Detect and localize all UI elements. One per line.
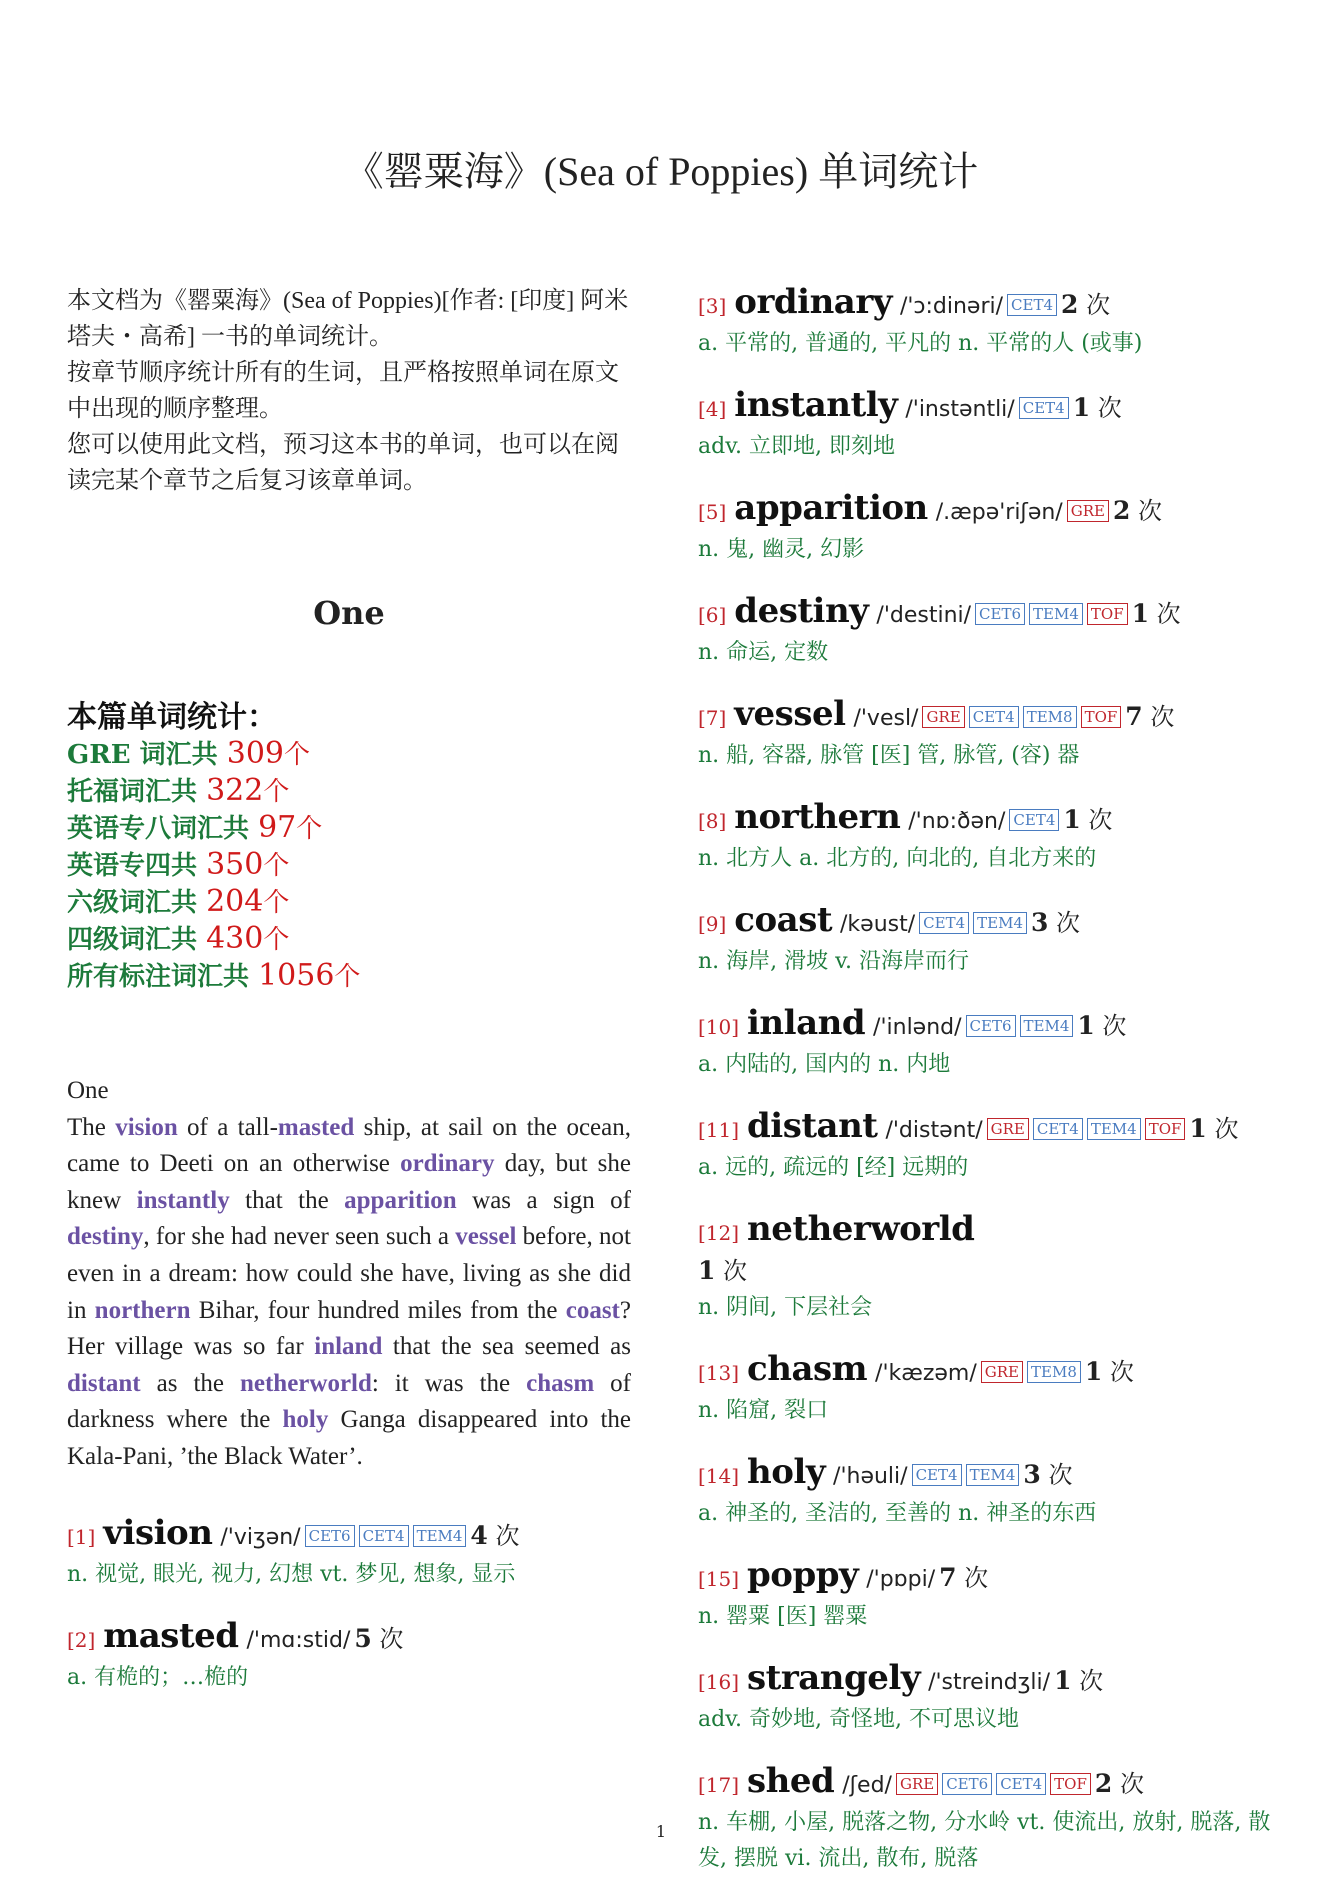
entry-count xyxy=(1125,703,1174,731)
entry-header xyxy=(698,1556,1278,1599)
vocab-entry xyxy=(67,1617,631,1696)
entry-count-number: 2 xyxy=(1094,1769,1113,1798)
entry-phonetic: /'streindʒli/ xyxy=(928,1670,1051,1695)
stats-count: 309 xyxy=(226,736,284,771)
exam-tag: TOF xyxy=(1087,603,1128,625)
exam-tag: TEM4 xyxy=(413,1525,467,1547)
exam-tag: GRE xyxy=(922,706,964,728)
highlighted-word: northern xyxy=(94,1296,191,1324)
entry-count-number: 4 xyxy=(470,1520,488,1550)
entry-count-unit: 次 xyxy=(1150,703,1175,731)
entry-word: strangely xyxy=(747,1658,921,1698)
entry-count-unit: 次 xyxy=(1119,1770,1144,1798)
entry-index: [15] xyxy=(698,1567,740,1591)
stats-unit: 个 xyxy=(334,962,361,992)
exam-tag: CET4 xyxy=(1033,1118,1083,1140)
passage-text xyxy=(67,1110,631,1476)
entry-phonetic: /'inlənd/ xyxy=(873,1015,962,1040)
entry-count-unit: 次 xyxy=(1097,394,1122,422)
exam-tag: TEM4 xyxy=(973,912,1027,934)
exam-tag: TOF xyxy=(1145,1118,1186,1140)
entry-word: destiny xyxy=(734,591,869,631)
entry-count-number: 1 xyxy=(1189,1114,1207,1143)
entry-index: [2] xyxy=(67,1627,96,1652)
entry-count-unit: 次 xyxy=(1048,1461,1073,1489)
passage-segment: Ganga disappeared into the Kala-Pani, ’the Black Water’. xyxy=(67,1406,631,1470)
highlighted-word: holy xyxy=(282,1406,329,1434)
entry-count xyxy=(470,1522,519,1550)
passage-segment: was a sign of xyxy=(456,1186,631,1214)
entry-definition: a. 内陆的, 国内的 n. 内地 xyxy=(698,1052,951,1077)
entry-phonetic: /'destini/ xyxy=(876,603,972,628)
exam-tag: CET4 xyxy=(996,1773,1046,1795)
passage-heading: One xyxy=(67,1077,109,1104)
entry-index: [8] xyxy=(698,809,727,833)
entry-definition: a. 远的, 疏远的 [经] 远期的 xyxy=(698,1155,969,1180)
highlighted-word: apparition xyxy=(344,1186,457,1214)
entry-word: vessel xyxy=(734,694,846,734)
vocab-entry xyxy=(698,1762,1278,1877)
entry-index: [17] xyxy=(698,1773,740,1797)
entry-definition: a. 神圣的, 圣洁的, 至善的 n. 神圣的东西 xyxy=(698,1501,1097,1526)
stats-unit: 个 xyxy=(263,851,290,881)
stats-title: 本篇单词统计： xyxy=(67,700,277,735)
entry-header xyxy=(698,901,1278,944)
intro-line-2: 按章节顺序统计所有的生词，且严格按照单词在原文中出现的顺序整理。 xyxy=(67,360,619,422)
entry-definition: a. 有桅的；…桅的 xyxy=(67,1664,249,1690)
vocab-entry xyxy=(698,1210,1278,1326)
passage-segment: ? Her village was so far xyxy=(67,1296,631,1361)
entry-count-number: 1 xyxy=(1054,1666,1072,1695)
entry-count xyxy=(1095,1770,1144,1798)
stats-row xyxy=(67,810,631,847)
exam-tag: CET4 xyxy=(912,1464,962,1486)
highlighted-word: masted xyxy=(277,1113,355,1141)
chapter-heading: One xyxy=(313,594,385,632)
entry-phonetic: /.æpə'riʃən/ xyxy=(935,500,1063,525)
entry-definition: n. 车棚, 小屋, 脱落之物, 分水岭 vt. 使流出, 放射, 脱落, 散发, 摆脱 vi. 流出, 散布, 脱落 xyxy=(698,1810,1271,1871)
entry-index: [3] xyxy=(698,294,727,318)
entry-word: inland xyxy=(747,1003,866,1043)
exam-tag: TEM4 xyxy=(1087,1118,1141,1140)
entry-definition: n. 命运, 定数 xyxy=(698,640,829,665)
highlighted-word: inland xyxy=(314,1333,383,1361)
entry-header xyxy=(698,1659,1278,1702)
entry-count-unit: 次 xyxy=(1102,1012,1127,1040)
vocab-entry xyxy=(698,1350,1278,1429)
entry-header xyxy=(698,1107,1278,1150)
highlighted-word: chasm xyxy=(526,1369,595,1397)
vocab-entry xyxy=(698,798,1278,877)
entry-definition: adv. 立即地, 即刻地 xyxy=(698,434,895,459)
exam-tag: CET6 xyxy=(305,1525,355,1547)
entry-count xyxy=(354,1625,403,1653)
vocab-entry xyxy=(698,1004,1278,1083)
passage-segment: that the sea seemed as xyxy=(382,1333,631,1361)
entry-word: coast xyxy=(734,900,833,940)
intro-line-3: 您可以使用此文档，预习这本书的单词，也可以在阅读完某个章节之后复习该章单词。 xyxy=(67,432,619,494)
exam-tag: CET4 xyxy=(1019,397,1069,419)
entry-word: ordinary xyxy=(734,282,892,322)
entry-phonetic: /'ɔ:dinəri/ xyxy=(899,294,1004,319)
highlighted-word: vision xyxy=(115,1113,178,1141)
entry-count-unit: 次 xyxy=(495,1521,520,1550)
entry-phonetic: /ʃed/ xyxy=(842,1773,892,1798)
vocab-entry xyxy=(698,489,1278,568)
vocab-entry xyxy=(698,1453,1278,1532)
entry-header xyxy=(67,1514,631,1557)
exam-tag: TEM4 xyxy=(1029,603,1083,625)
passage-segment: The xyxy=(67,1113,116,1141)
entry-header xyxy=(698,592,1278,635)
entry-count-number: 1 xyxy=(1084,1357,1103,1386)
passage-segment: of darkness where the xyxy=(67,1369,632,1434)
passage-segment: as the xyxy=(140,1369,240,1397)
entry-definition: n. 视觉, 眼光, 视力, 幻想 vt. 梦见, 想象, 显示 xyxy=(67,1561,516,1587)
stats-count: 350 xyxy=(206,847,264,882)
stats-row xyxy=(67,736,631,773)
stats-label: 英语专四共 xyxy=(67,851,207,881)
entry-count-number: 1 xyxy=(1131,599,1150,628)
entry-count-unit: 次 xyxy=(964,1564,989,1592)
exam-tag: CET6 xyxy=(966,1015,1016,1037)
entry-definition: n. 海岸, 滑坡 v. 沿海岸而行 xyxy=(698,949,969,974)
exam-tag: GRE xyxy=(981,1361,1023,1383)
entry-count-unit: 次 xyxy=(379,1624,404,1653)
passage-segment: of a tall- xyxy=(177,1113,278,1141)
entry-index: [7] xyxy=(698,706,727,730)
entry-index: [10] xyxy=(698,1015,740,1039)
entry-count-number: 5 xyxy=(354,1623,372,1653)
stats-label: 六级词汇共 xyxy=(67,888,207,918)
entry-index: [16] xyxy=(698,1670,740,1694)
entry-count-unit: 次 xyxy=(1088,806,1113,834)
highlighted-word: netherworld xyxy=(239,1369,372,1397)
entry-word: poppy xyxy=(747,1555,859,1595)
entry-count-line xyxy=(698,1252,1278,1290)
exam-tag: CET4 xyxy=(1009,809,1059,831)
passage-segment: day, but she knew xyxy=(67,1150,632,1214)
vocab-entry xyxy=(698,592,1278,671)
exam-tag: GRE xyxy=(896,1773,938,1795)
entry-count xyxy=(1073,394,1122,422)
intro-line-1: 本文档为《罂粟海》(Sea of Poppies)[作者: [印度] 阿米塔夫・高希] 一书的单词统计。 xyxy=(67,288,629,350)
passage-segment: : it was the xyxy=(371,1369,527,1397)
passage-segment: Bihar, four hundred miles from the xyxy=(190,1296,566,1324)
exam-tag: CET4 xyxy=(1007,294,1057,316)
entry-phonetic: /'viʒən/ xyxy=(220,1524,301,1550)
vocab-entry xyxy=(698,1556,1278,1635)
vocab-entry xyxy=(698,1107,1278,1186)
exam-tag: TEM4 xyxy=(966,1464,1020,1486)
entry-count-unit: 次 xyxy=(1079,1667,1104,1695)
entry-phonetic: /'kæzəm/ xyxy=(875,1361,977,1386)
vocab-entry xyxy=(67,1514,631,1593)
entry-phonetic: /'vesl/ xyxy=(853,706,919,731)
stats-count: 97 xyxy=(258,810,297,845)
entry-count xyxy=(1063,806,1112,834)
entry-header xyxy=(698,386,1278,429)
entry-word: masted xyxy=(103,1615,239,1656)
stats-row xyxy=(67,958,631,995)
entry-count-number: 2 xyxy=(1061,290,1079,319)
entry-count xyxy=(1031,909,1080,937)
chapter-passage xyxy=(67,1073,631,1476)
entry-count-unit: 次 xyxy=(1056,909,1081,937)
exam-tag: CET4 xyxy=(919,912,969,934)
entry-index: [6] xyxy=(698,603,727,627)
entry-header xyxy=(67,1617,631,1660)
stats-label: 英语专八词汇共 xyxy=(67,814,259,844)
entry-phonetic: /'pɒpi/ xyxy=(866,1567,936,1592)
stats-label: 四级词汇共 xyxy=(67,925,207,955)
stats-count: 204 xyxy=(206,884,264,919)
entry-count-number: 2 xyxy=(1112,496,1131,525)
entry-header xyxy=(698,798,1278,841)
entry-count xyxy=(1085,1358,1134,1386)
entry-phonetic: /kəust/ xyxy=(840,912,916,937)
vocab-entry xyxy=(698,386,1278,465)
passage-segment: that the xyxy=(229,1186,345,1214)
entry-header xyxy=(698,695,1278,738)
stats-label: 托福词汇共 xyxy=(67,777,207,807)
highlighted-word: coast xyxy=(565,1296,620,1324)
entry-phonetic: /'mɑ:stid/ xyxy=(246,1627,351,1653)
entry-count xyxy=(939,1564,988,1592)
entry-index: [14] xyxy=(698,1464,740,1488)
exam-tag: CET4 xyxy=(969,706,1019,728)
entry-index: [11] xyxy=(698,1118,740,1142)
exam-tag: GRE xyxy=(987,1118,1029,1140)
entry-count-number: 1 xyxy=(698,1256,716,1285)
entry-index: [12] xyxy=(698,1221,740,1245)
entry-count-number: 1 xyxy=(1063,805,1081,834)
exam-tag: GRE xyxy=(1067,500,1109,522)
entry-count-unit: 次 xyxy=(1214,1115,1239,1143)
entry-phonetic: /'distənt/ xyxy=(885,1118,983,1143)
highlighted-word: instantly xyxy=(136,1186,230,1214)
passage-segment: ship, at sail on the ocean, came to Deeti on an otherwise xyxy=(67,1113,631,1178)
entry-count-number: 7 xyxy=(1125,702,1143,731)
entry-index: [5] xyxy=(698,500,727,524)
exam-tag: TEM8 xyxy=(1027,1361,1081,1383)
stats-count: 322 xyxy=(206,773,264,808)
entry-word: instantly xyxy=(734,385,898,425)
vocab-entry xyxy=(698,695,1278,774)
highlighted-word: ordinary xyxy=(400,1150,495,1178)
entry-count-number: 1 xyxy=(1072,393,1091,422)
stats-row xyxy=(67,884,631,921)
entry-definition: n. 罂粟 [医] 罂粟 xyxy=(698,1604,868,1629)
stats-unit: 个 xyxy=(296,814,323,844)
stats-unit: 个 xyxy=(263,888,290,918)
exam-tag: TOF xyxy=(1050,1773,1091,1795)
entry-index: [1] xyxy=(67,1524,96,1549)
stats-count: 430 xyxy=(206,921,264,956)
entry-header xyxy=(698,1004,1278,1047)
stats-count: 1056 xyxy=(258,958,335,993)
word-list-right xyxy=(698,283,1278,1901)
entry-definition: n. 鬼, 幽灵, 幻影 xyxy=(698,537,865,562)
entry-header xyxy=(698,283,1278,326)
entry-header xyxy=(698,1210,1278,1252)
highlighted-word: vessel xyxy=(455,1223,517,1251)
entry-phonetic: /'həuli/ xyxy=(833,1464,908,1489)
entry-count-number: 3 xyxy=(1023,1460,1041,1489)
entry-word: netherworld xyxy=(747,1209,975,1249)
entry-header xyxy=(698,1762,1278,1805)
entry-count-unit: 次 xyxy=(1109,1358,1134,1386)
entry-phonetic: /'instəntli/ xyxy=(905,397,1015,422)
entry-count xyxy=(1023,1461,1072,1489)
entry-index: [4] xyxy=(698,397,727,421)
entry-count xyxy=(1132,600,1181,628)
passage-segment: , for she had never seen such a xyxy=(143,1223,456,1251)
word-list-left xyxy=(67,1514,631,1696)
exam-tag: TEM8 xyxy=(1023,706,1077,728)
page-number: 1 xyxy=(655,1822,667,1841)
entry-header xyxy=(698,489,1278,532)
stats-unit: 个 xyxy=(284,740,311,770)
stats-row xyxy=(67,921,631,958)
entry-count xyxy=(1189,1115,1238,1143)
stats-label: GRE 词汇共 xyxy=(67,740,227,770)
entry-count-unit: 次 xyxy=(1156,600,1181,628)
entry-word: apparition xyxy=(734,488,928,528)
entry-count xyxy=(1054,1667,1103,1695)
entry-definition: n. 船, 容器, 脉管 [医] 管, 脉管, (容) 器 xyxy=(698,743,1080,768)
exam-tag: TEM4 xyxy=(1020,1015,1074,1037)
highlighted-word: distant xyxy=(67,1369,141,1397)
entry-count xyxy=(698,1257,747,1285)
entry-header xyxy=(698,1453,1278,1496)
entry-word: shed xyxy=(747,1761,835,1801)
entry-index: [13] xyxy=(698,1361,740,1385)
stats-unit: 个 xyxy=(263,777,290,807)
stats-label: 所有标注词汇共 xyxy=(67,962,259,992)
entry-word: holy xyxy=(747,1452,826,1492)
entry-definition: a. 平常的, 普通的, 平凡的 n. 平常的人 (或事) xyxy=(698,331,1143,356)
vocab-entry xyxy=(698,901,1278,980)
vocab-entry xyxy=(698,283,1278,362)
entry-word: vision xyxy=(103,1512,213,1553)
entry-count xyxy=(1077,1012,1126,1040)
entry-header xyxy=(698,1350,1278,1393)
entry-word: distant xyxy=(747,1106,878,1146)
exam-tag: CET4 xyxy=(359,1525,409,1547)
entry-count-unit: 次 xyxy=(723,1257,748,1285)
stats-row xyxy=(67,847,631,884)
entry-definition: n. 陷窟, 裂口 xyxy=(698,1398,829,1423)
highlighted-word: destiny xyxy=(67,1223,144,1251)
vocab-entry xyxy=(698,1659,1278,1738)
passage-segment: before, not even in a dream: how could she have, living as she did in xyxy=(67,1223,631,1324)
document-title: 《罂粟海》(Sea of Poppies) 单词统计 xyxy=(343,149,979,194)
entry-count-number: 1 xyxy=(1077,1011,1095,1040)
entry-definition: n. 阴间, 下层社会 xyxy=(698,1295,873,1320)
entry-count-unit: 次 xyxy=(1086,291,1111,319)
entry-count xyxy=(1061,291,1110,319)
entry-definition: adv. 奇妙地, 奇怪地, 不可思议地 xyxy=(698,1707,1019,1732)
exam-tag: TOF xyxy=(1081,706,1122,728)
stats-unit: 个 xyxy=(263,925,290,955)
stats-list xyxy=(67,736,631,995)
entry-count-number: 3 xyxy=(1031,908,1049,937)
entry-count-unit: 次 xyxy=(1138,497,1162,525)
entry-count-number: 7 xyxy=(939,1563,957,1592)
entry-word: northern xyxy=(734,797,901,837)
exam-tag: CET6 xyxy=(975,603,1025,625)
entry-definition: n. 北方人 a. 北方的, 向北的, 自北方来的 xyxy=(698,846,1097,871)
entry-phonetic: /'nɒ:ðən/ xyxy=(908,809,1006,834)
left-column xyxy=(67,283,631,1720)
stats-row xyxy=(67,773,631,810)
entry-count xyxy=(1113,497,1162,525)
exam-tag: CET6 xyxy=(942,1773,992,1795)
entry-word: chasm xyxy=(747,1349,868,1389)
entry-index: [9] xyxy=(698,912,727,936)
